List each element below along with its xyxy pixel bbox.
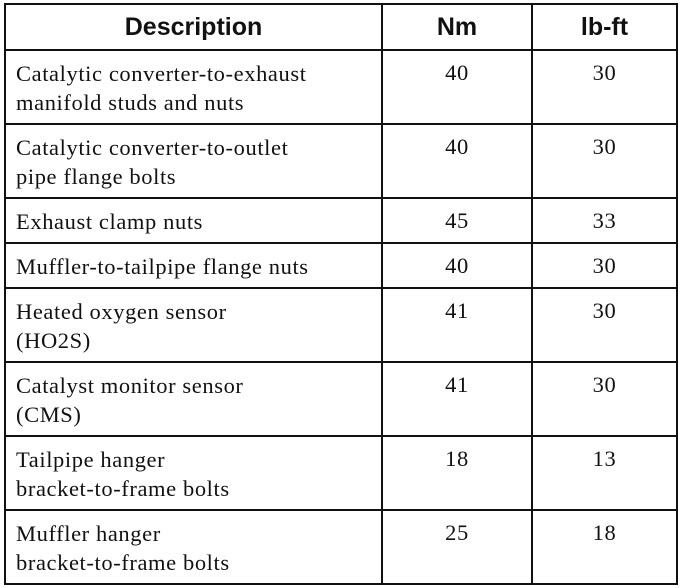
description-text: Exhaust clamp nuts [16, 209, 204, 234]
description-text: Heated oxygen sensor [16, 299, 227, 324]
description-cell [5, 50, 382, 124]
column-header-description: Description [5, 4, 382, 50]
description-text: manifold studs and nuts [16, 90, 245, 115]
description-text: (HO2S) [16, 328, 91, 353]
lbft-value: 33 [532, 198, 677, 243]
table-row [5, 124, 677, 198]
torque-specifications-table [4, 3, 678, 585]
description-text: Muffler hanger [16, 521, 161, 546]
description-text: Muffler-to-tailpipe flange nuts [16, 254, 309, 279]
lbft-value: 13 [532, 436, 677, 510]
description-text: pipe flange bolts [16, 164, 177, 189]
column-header-nm: Nm [382, 4, 532, 50]
table-row [5, 50, 677, 124]
table-row [5, 436, 677, 510]
description-text: bracket-to-frame bolts [16, 476, 230, 501]
lbft-value: 30 [532, 50, 677, 124]
description-cell [5, 288, 382, 362]
table-row [5, 243, 677, 288]
description-text: Tailpipe hanger [16, 447, 166, 472]
nm-value: 41 [382, 362, 532, 436]
lbft-value: 30 [532, 124, 677, 198]
description-cell [5, 198, 382, 243]
description-cell [5, 124, 382, 198]
table-row [5, 510, 677, 584]
nm-value: 40 [382, 50, 532, 124]
nm-value: 25 [382, 510, 532, 584]
nm-value: 40 [382, 124, 532, 198]
table-row [5, 362, 677, 436]
table-row [5, 288, 677, 362]
lbft-value: 30 [532, 243, 677, 288]
description-text: Catalyst monitor sensor [16, 373, 244, 398]
column-header-lbft: lb-ft [532, 4, 677, 50]
description-text: Catalytic converter-to-outlet [16, 135, 289, 160]
nm-value: 45 [382, 198, 532, 243]
table-row [5, 198, 677, 243]
description-cell [5, 362, 382, 436]
nm-value: 41 [382, 288, 532, 362]
description-cell [5, 510, 382, 584]
lbft-value: 30 [532, 362, 677, 436]
nm-value: 18 [382, 436, 532, 510]
description-text: (CMS) [16, 402, 82, 427]
description-text: bracket-to-frame bolts [16, 550, 230, 575]
lbft-value: 30 [532, 288, 677, 362]
nm-value: 40 [382, 243, 532, 288]
header-row [5, 4, 677, 50]
description-text: Catalytic converter-to-exhaust [16, 61, 307, 86]
torque-specifications-table-container [4, 3, 676, 585]
description-cell [5, 243, 382, 288]
description-cell [5, 436, 382, 510]
lbft-value: 18 [532, 510, 677, 584]
